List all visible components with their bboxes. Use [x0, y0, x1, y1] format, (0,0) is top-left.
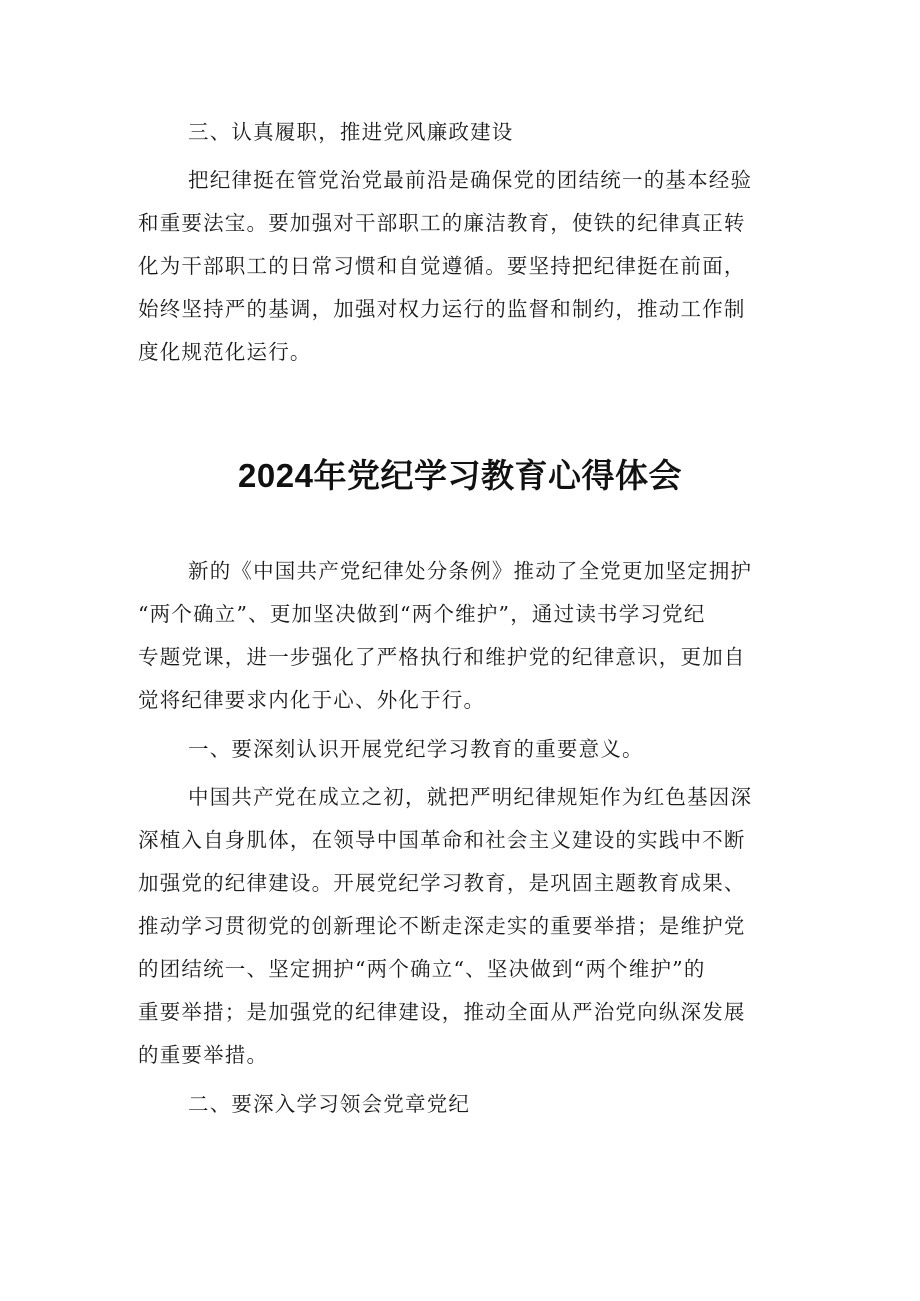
paragraph-line: 的重要举措。: [138, 1043, 269, 1067]
paragraph-line: 度化规范化运行。: [138, 340, 312, 364]
paragraph-line: 觉将纪律要求内化于心、外化于行。: [138, 688, 486, 712]
section-three: [138, 112, 798, 381]
paragraph-line: 重要举措；是加强党的纪律建设，推动全面从严治党向纵深发展: [138, 1000, 746, 1024]
paragraph-line: 专题党课，进一步强化了严格执行和维护党的纪律意识，更加自: [138, 645, 746, 669]
section-three-paragraph: [138, 159, 798, 374]
paragraph-line: 中国共产党在成立之初，就把严明纪律规矩作为红色基因深: [188, 785, 753, 809]
paragraph-line: 的团结统一、坚定拥护“两个确立“、坚决做到“两个维护”的: [138, 957, 706, 981]
heading-two: 二、要深入学习领会党章党纪: [188, 1092, 471, 1116]
article-body: [138, 550, 798, 1131]
paragraph-line: 新的《中国共产党纪律处分条例》推动了全党更加坚定拥护: [188, 559, 753, 583]
heading-one: 一、要深刻认识开展党纪学习教育的重要意义。: [188, 737, 644, 761]
paragraph-line: 始终坚持严的基调，加强对权力运行的监督和制约，推动工作制: [138, 297, 746, 321]
section-three-heading: 三、认真履职，推进党风廉政建设: [188, 120, 514, 144]
paragraph-line: 推动学习贯彻党的创新理论不断走深走实的重要举措；是维护党: [138, 914, 746, 938]
paragraph-line: 把纪律挺在管党治党最前沿是确保党的团结统一的基本经验: [188, 168, 753, 192]
paragraph-line: 加强党的纪律建设。开展党纪学习教育，是巩固主题教育成果、: [138, 871, 746, 895]
paragraph-line: 和重要法宝。要加强对干部职工的廉洁教育，使铁的纪律真正转: [138, 211, 746, 235]
paragraph-line: 深植入自身肌体，在领导中国革命和社会主义建设的实践中不断: [138, 828, 746, 852]
article-title: 2024年党纪学习教育心得体会: [238, 457, 682, 494]
intro-paragraph: [138, 550, 798, 722]
paragraph-line: “两个确立”、更加坚决做到“两个维护”，通过读书学习党纪: [138, 602, 706, 626]
paragraph-one: [138, 776, 798, 1077]
paragraph-line: 化为干部职工的日常习惯和自觉遵循。要坚持把纪律挺在前面，: [138, 254, 746, 278]
